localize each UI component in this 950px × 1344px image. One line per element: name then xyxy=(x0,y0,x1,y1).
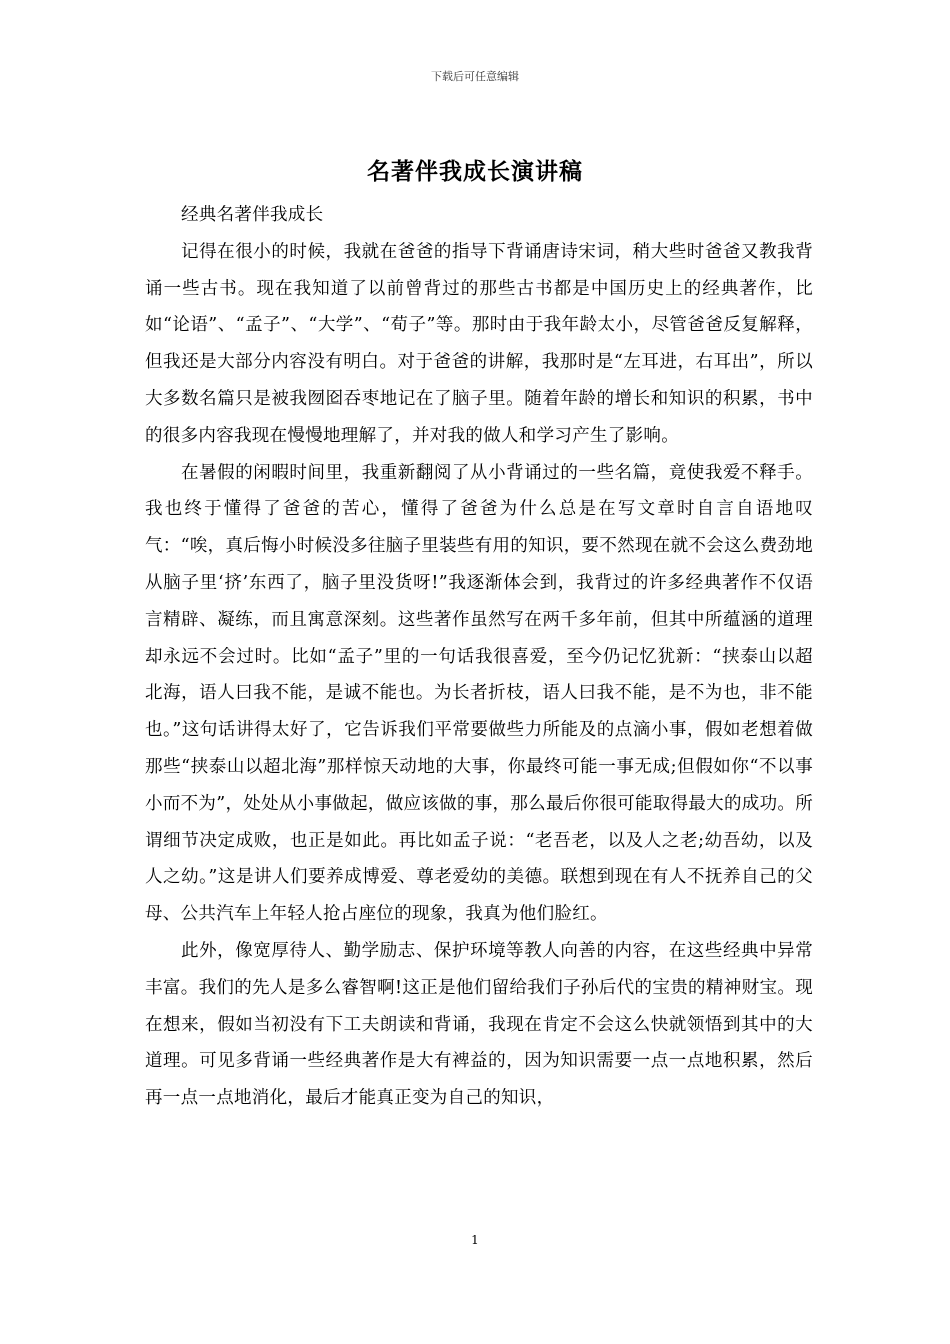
subtitle-paragraph: 经典名著伴我成长 xyxy=(181,205,324,225)
page-header: 下载后可任意编辑 xyxy=(431,70,519,83)
document-body xyxy=(145,197,813,1117)
document-title: 名著伴我成长演讲稿 xyxy=(367,158,583,185)
body-paragraph: 在暑假的闲暇时间里，我重新翻阅了从小背诵过的一些名篇，竟使我爱不释手。我也终于懂得了爸爸的苦心，懂得了爸爸为什么总是在写文章时自言自语地叹气：“唉，真后悔小时候没多往脑子里装些有用的知识，要不然现在就不会这么费劲地从脑子里‘挤’东西了，脑子里没货呀!”我逐渐体会到，我背过的许多经典著作不仅语言精辟、凝练，而且寓意深刻。这些著作虽然写在两千多年前，但其中所蕴涵的道理却永远不会过时。比如“孟子”里的一句话我很喜爱，至今仍记忆犹新：“挟泰山以超北海，语人曰我不能，是诚不能也。为长者折枝，语人曰我不能，是不为也，非不能也。”这句话讲得太好了，它告诉我们平常要做些力所能及的点滴小事，假如老想着做那些“挟泰山以超北海”那样惊天动地的大事，你最终可能一事无成;但假如你“不以事小而不为”，处处从小事做起，做应该做的事，那么最后你很可能取得最大的成功。所谓细节决定成败，也正是如此。再比如孟子说：“老吾老，以及人之老;幼吾幼，以及人之幼。”这是讲人们要养成博爱、尊老爱幼的美德。联想到现在有人不抚养自己的父母、公共汽车上年轻人抢占座位的现象，我真为他们脸红。 xyxy=(145,462,813,925)
page-number: 1 xyxy=(471,1233,479,1247)
body-paragraph: 记得在很小的时候，我就在爸爸的指导下背诵唐诗宋词，稍大些时爸爸又教我背诵一些古书。现在我知道了以前曾背过的那些古书都是中国历史上的经典著作，比如“论语”、“孟子”、“大学”、“荀子”等。那时由于我年龄太小，尽管爸爸反复解释，但我还是大部分内容没有明白。对于爸爸的讲解，我那时是“左耳进，右耳出”，所以大多数名篇只是被我囫囵吞枣地记在了脑子里。随着年龄的增长和知识的积累，书中的很多内容我现在慢慢地理解了，并对我的做人和学习产生了影响。 xyxy=(145,241,813,446)
body-paragraph: 此外，像宽厚待人、勤学励志、保护环境等教人向善的内容，在这些经典中异常丰富。我们的先人是多么睿智啊!这正是他们留给我们子孙后代的宝贵的精神财宝。现在想来，假如当初没有下工夫朗读和背诵，我现在肯定不会这么快就领悟到其中的大道理。可见多背诵一些经典著作是大有裨益的，因为知识需要一点一点地积累，然后再一点一点地消化，最后才能真正变为自己的知识， xyxy=(145,940,813,1109)
